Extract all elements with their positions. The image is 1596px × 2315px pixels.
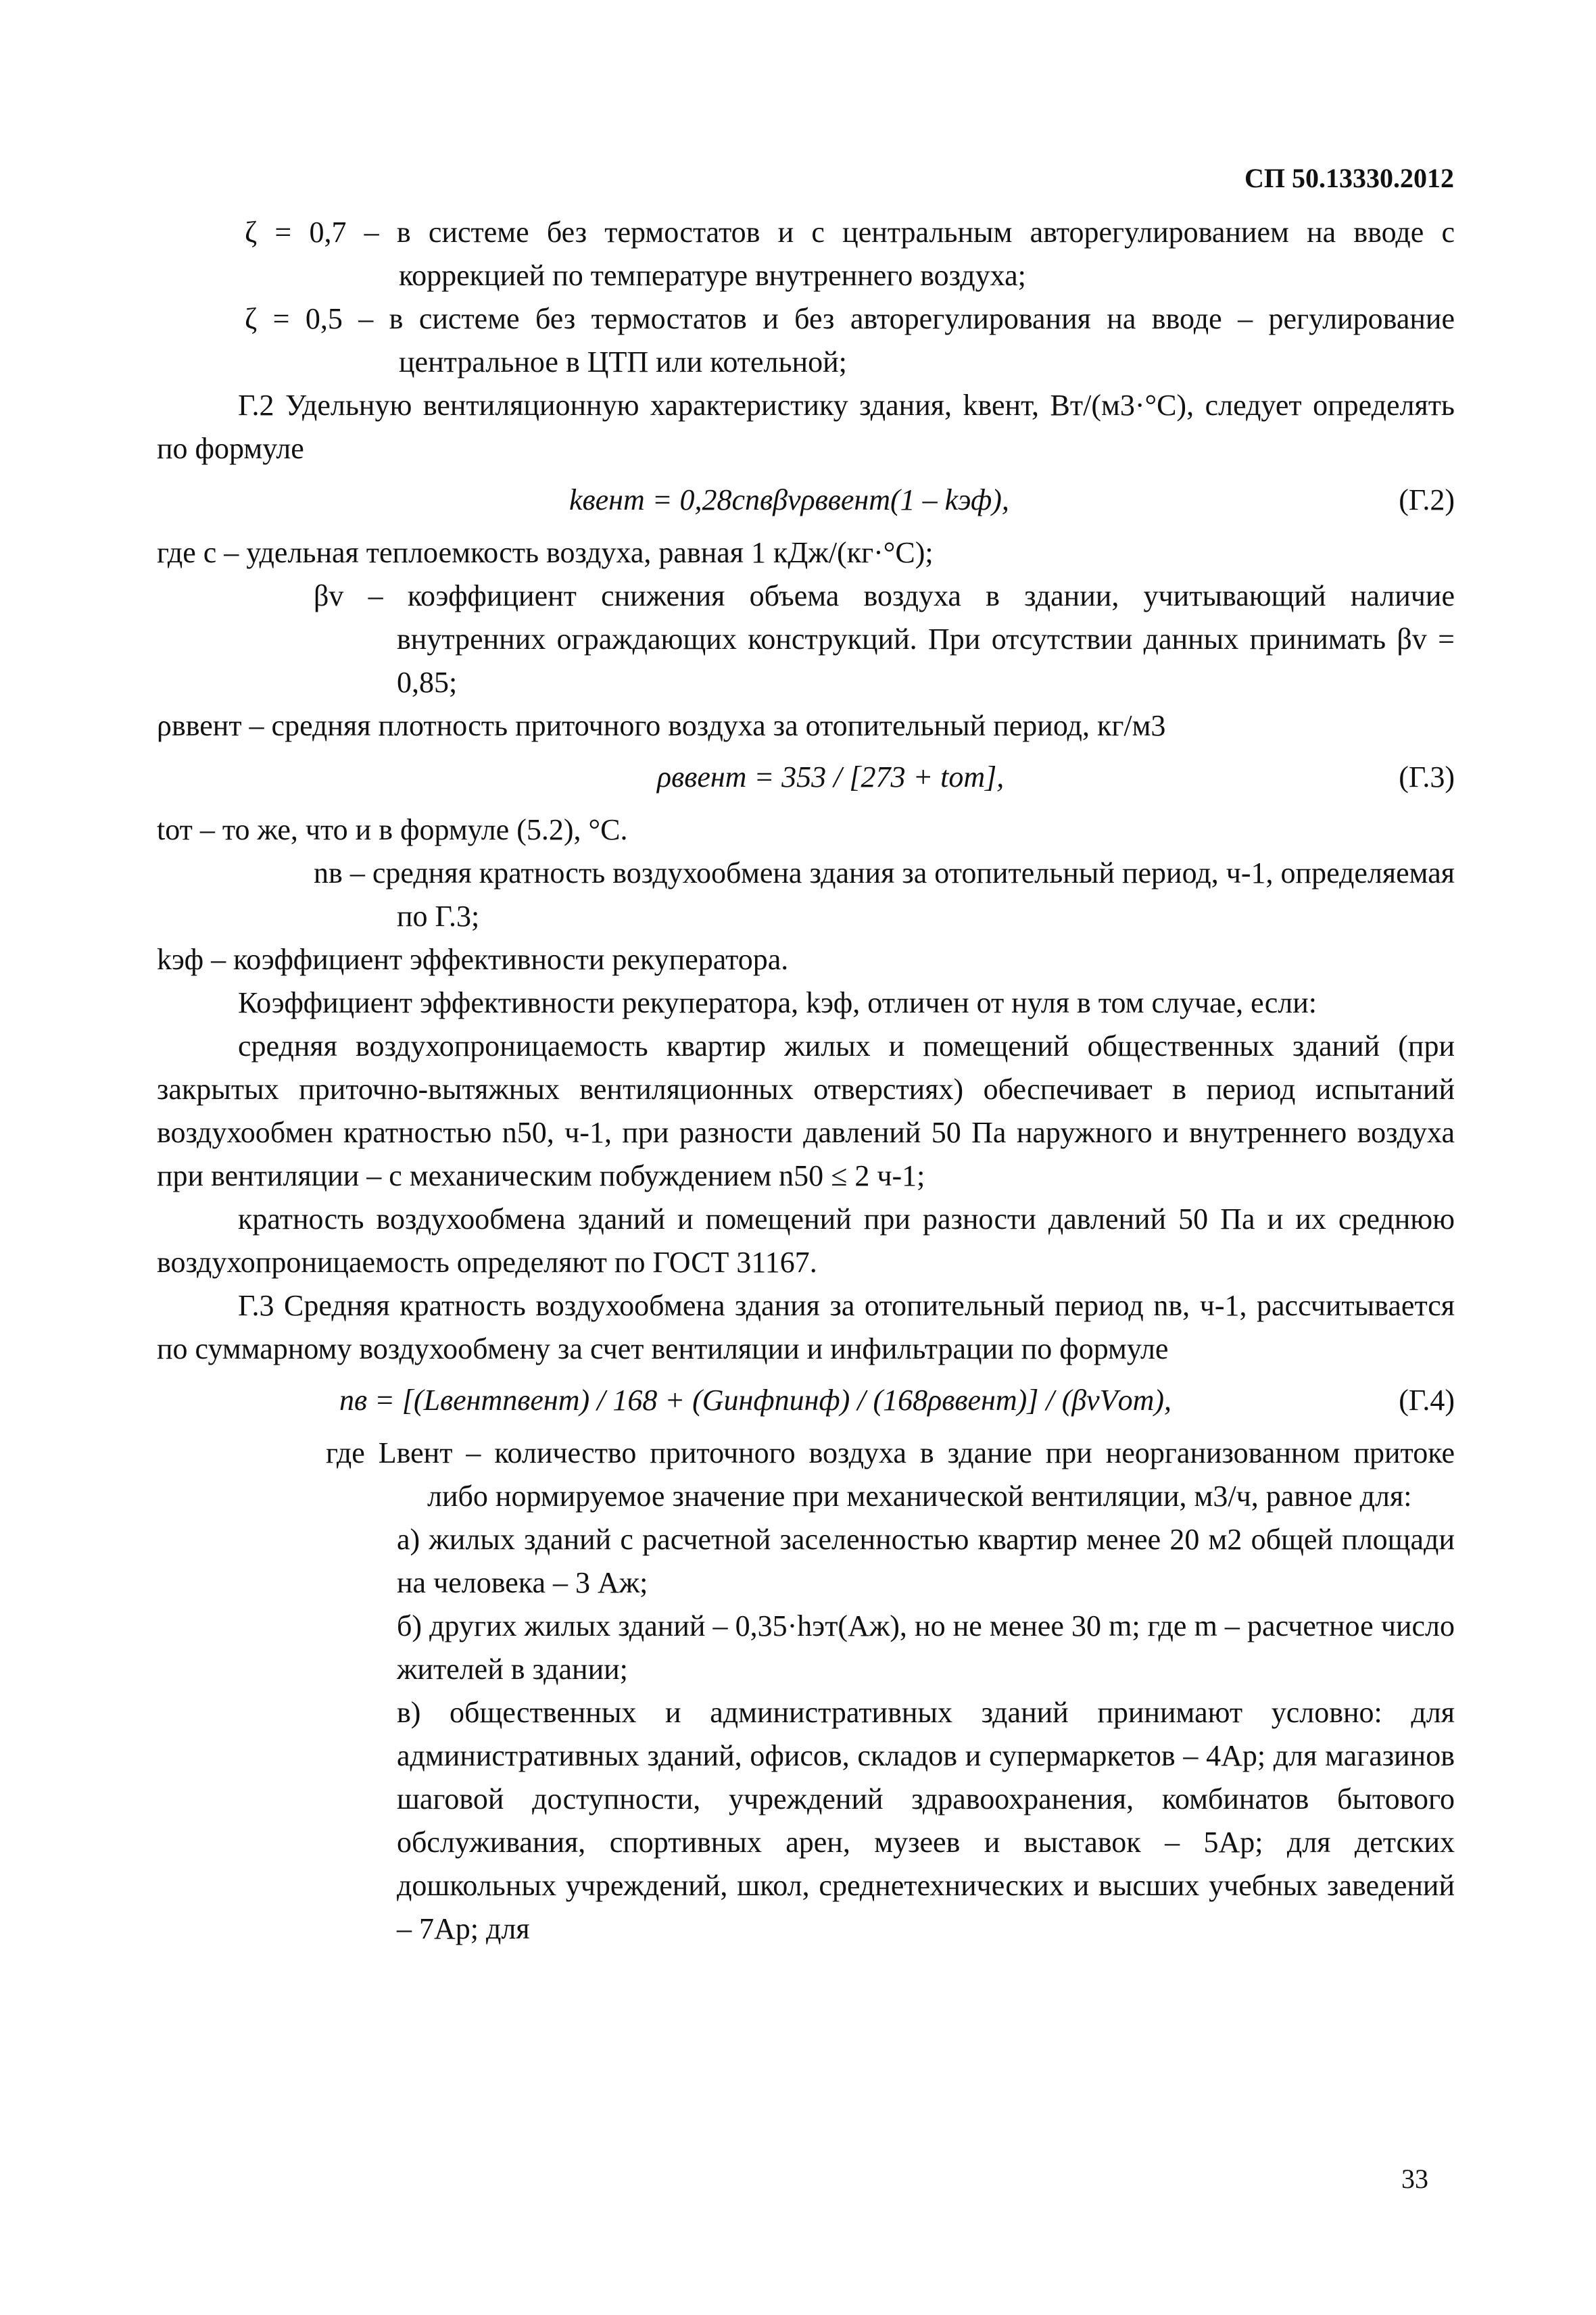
tot-definition: tот – то же, что и в формуле (5.2), °С. bbox=[157, 813, 628, 846]
nv-definition: nв – средняя кратность воздухообмена здания за отопительный период, ч-1, определяемая по Г.3; bbox=[314, 856, 1455, 933]
page-body bbox=[157, 211, 1455, 1951]
document-header: СП 50.13330.2012 bbox=[1244, 163, 1454, 193]
formula-g2-number: (Г.2) bbox=[1399, 483, 1455, 516]
zeta-07-line: ζ = 0,7 – в системе без термостатов и с центральным авторегулированием на вводе с коррекцией по температуре внутреннего воздуха; bbox=[245, 216, 1455, 292]
rho-definition: ρввент – средняя плотность приточного воздуха за отопительный период, кг/м3 bbox=[157, 709, 1166, 742]
keff-intro: Коэффициент эффективности рекуператора, kэф, отличен от нуля в том случае, если: bbox=[238, 986, 1317, 1019]
g2-intro: Г.2 Удельную вентиляционную характеристику здания, kвент, Вт/(м3·°С), следует определять по формуле bbox=[157, 389, 1455, 465]
formula-g3-expression: ρввент = 353 / [273 + tот], bbox=[657, 760, 1005, 794]
item-b: б) других жилых зданий – 0,35·hэт(Aж), но не менее 30 m; где m – расчетное число жителей в здании; bbox=[397, 1609, 1455, 1686]
condition-1: средняя воздухопроницаемость квартир жилых и помещений общественных зданий (при закрытых приточно-вытяжных вентиляционных отверстиях) обеспечивает в период испытаний воздухообмен кратностью n50, ч-1, при разности давлений 50 Па наружного и внутреннего воздуха при вентиляции – с механическим побуждением n50 ≤ 2 ч-1; bbox=[157, 1029, 1455, 1192]
condition-2: кратность воздухообмена зданий и помещений при разности давлений 50 Па и их среднюю воздухопроницаемость определяют по ГОСТ 31167. bbox=[157, 1202, 1455, 1279]
item-c: в) общественных и административных зданий принимают условно: для административных зданий, офисов, складов и супермаркетов – 4Ap; для магазинов шаговой доступности, учреждений здравоохранения, комбинатов бытового обслуживания, спортивных арен, музеев и выставок – 5Ap; для детских дошкольных учреждений, школ, среднетехнических и высших учебных заведений – 7Ap; для bbox=[397, 1696, 1455, 1945]
page-number: 33 bbox=[1401, 2164, 1428, 2194]
formula-g4-expression: nв = [(Lвентnвент) / 168 + (Gинфnинф) / (168ρввент)] / (βvVот), bbox=[339, 1384, 1172, 1417]
formula-g4-number: (Г.4) bbox=[1399, 1384, 1455, 1417]
formula-g2 bbox=[157, 470, 1455, 531]
item-a: а) жилых зданий с расчетной заселенностью квартир менее 20 м2 общей площади на человека – 3 Aж; bbox=[397, 1523, 1455, 1599]
formula-g2-expression: kвент = 0,28cnвβvρввент(1 – kэф), bbox=[569, 483, 1009, 516]
beta-definition: βv – коэффициент снижения объема воздуха в здании, учитывающий наличие внутренних ограждающих конструкций. При отсутствии данных принимать βv = 0,85; bbox=[314, 579, 1455, 699]
lvent-definition: где Lвент – количество приточного воздуха в здание при неорганизованном притоке либо нормируемое значение при механической вентиляции, м3/ч, равное для: bbox=[326, 1436, 1455, 1513]
formula-g3 bbox=[157, 748, 1455, 808]
keff-definition: kэф – коэффициент эффективности рекуператора. bbox=[157, 943, 789, 976]
zeta-05-line: ζ = 0,5 – в системе без термостатов и без авторегулирования на вводе – регулирование центральное в ЦТП или котельной; bbox=[245, 302, 1455, 379]
formula-g3-number: (Г.3) bbox=[1399, 760, 1455, 794]
formula-g4 bbox=[157, 1371, 1455, 1432]
c-definition: где c – удельная теплоемкость воздуха, равная 1 кДж/(кг·°С); bbox=[157, 536, 934, 569]
g3-intro: Г.3 Средняя кратность воздухообмена здания за отопительный период nв, ч-1, рассчитывается по суммарному воздухообмену за счет вентиляции и инфильтрации по формуле bbox=[157, 1289, 1455, 1365]
